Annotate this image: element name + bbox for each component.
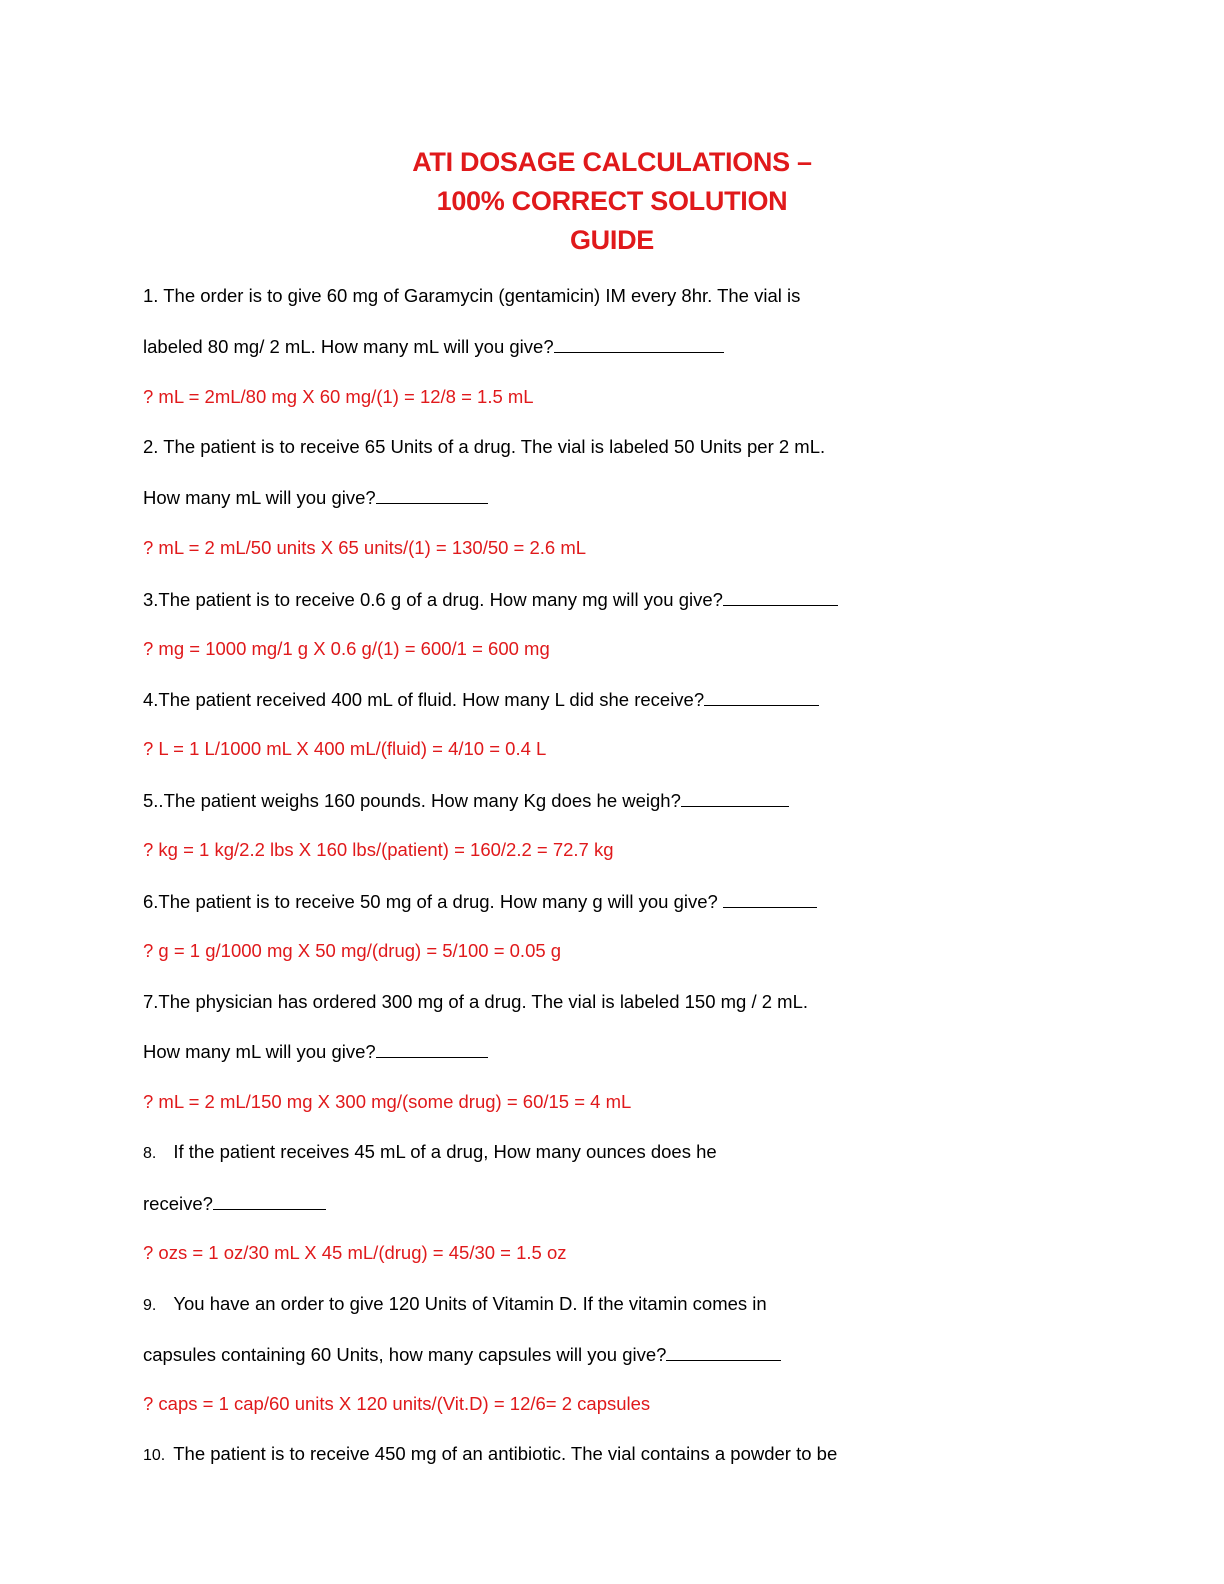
question-4-line-1 <box>143 687 819 712</box>
question-7-line-2 <box>143 1039 488 1064</box>
question-9-line-2 <box>143 1342 781 1367</box>
question-8-text-cont: receive? <box>143 1193 213 1214</box>
question-10-line-1 <box>143 1442 837 1468</box>
question-3-line-1 <box>143 587 838 612</box>
answer-blank[interactable] <box>376 485 488 504</box>
question-1-line-1: 1. The order is to give 60 mg of Garamycin (gentamicin) IM every 8hr. The vial is <box>143 285 801 306</box>
answer-blank[interactable] <box>554 334 724 353</box>
answer-blank[interactable] <box>723 889 817 908</box>
question-8-line-2 <box>143 1191 326 1216</box>
answer-1: ? mL = 2mL/80 mg X 60 mg/(1) = 12/8 = 1.5 mL <box>143 386 534 407</box>
question-5-text: 5..The patient weighs 160 pounds. How many Kg does he weigh? <box>143 790 681 811</box>
title-line-1: ATI DOSAGE CALCULATIONS – <box>412 147 812 177</box>
answer-3: ? mg = 1000 mg/1 g X 0.6 g/(1) = 600/1 = 600 mg <box>143 638 550 659</box>
answer-7: ? mL = 2 mL/150 mg X 300 mg/(some drug) = 60/15 = 4 mL <box>143 1091 632 1112</box>
question-6-text: 6.The patient is to receive 50 mg of a drug. How many g will you give? <box>143 891 723 912</box>
question-7-text: How many mL will you give? <box>143 1041 376 1062</box>
question-1-text: labeled 80 mg/ 2 mL. How many mL will you give? <box>143 336 554 357</box>
question-9-number: 9. <box>143 1297 157 1314</box>
answer-2: ? mL = 2 mL/50 units X 65 units/(1) = 130/50 = 2.6 mL <box>143 537 587 558</box>
answer-9: ? caps = 1 cap/60 units X 120 units/(Vit.D) = 12/6= 2 capsules <box>143 1393 651 1414</box>
question-2-line-2 <box>143 485 488 510</box>
answer-8: ? ozs = 1 oz/30 mL X 45 mL/(drug) = 45/30 = 1.5 oz <box>143 1242 567 1263</box>
question-6-line-1 <box>143 889 817 914</box>
question-9-line-1 <box>143 1292 767 1318</box>
question-1-line-2 <box>143 334 724 359</box>
question-3-text: 3.The patient is to receive 0.6 g of a drug. How many mg will you give? <box>143 589 723 610</box>
answer-6: ? g = 1 g/1000 mg X 50 mg/(drug) = 5/100 = 0.05 g <box>143 940 562 961</box>
answer-5: ? kg = 1 kg/2.2 lbs X 160 lbs/(patient) = 160/2.2 = 72.7 kg <box>143 839 614 860</box>
question-2-line-1: 2. The patient is to receive 65 Units of a drug. The vial is labeled 50 Units per 2 mL. <box>143 436 826 457</box>
question-4-text: 4.The patient received 400 mL of fluid. How many L did she receive? <box>143 689 705 710</box>
answer-blank[interactable] <box>681 788 789 807</box>
answer-blank[interactable] <box>666 1342 781 1361</box>
title-line-2: 100% CORRECT SOLUTION <box>436 186 788 216</box>
question-8-text: If the patient receives 45 mL of a drug, How many ounces does he <box>173 1141 717 1162</box>
answer-blank[interactable] <box>704 687 819 706</box>
answer-blank[interactable] <box>213 1191 326 1210</box>
question-9-text: You have an order to give 120 Units of Vitamin D. If the vitamin comes in <box>173 1293 767 1314</box>
question-10-number: 10. <box>143 1447 166 1464</box>
question-9-text-cont: capsules containing 60 Units, how many capsules will you give? <box>143 1344 667 1365</box>
answer-4: ? L = 1 L/1000 mL X 400 mL/(fluid) = 4/10 = 0.4 L <box>143 738 547 759</box>
question-2-text: How many mL will you give? <box>143 487 376 508</box>
question-10-text: The patient is to receive 450 mg of an antibiotic. The vial contains a powder to be <box>173 1443 838 1464</box>
document-title <box>0 143 1224 260</box>
question-7-line-1: 7.The physician has ordered 300 mg of a drug. The vial is labeled 150 mg / 2 mL. <box>143 991 809 1012</box>
question-8-number: 8. <box>143 1145 157 1162</box>
title-line-3: GUIDE <box>569 225 654 255</box>
answer-blank[interactable] <box>723 587 838 606</box>
question-8-line-1 <box>143 1140 717 1166</box>
question-5-line-1 <box>143 788 789 813</box>
answer-blank[interactable] <box>376 1039 488 1058</box>
